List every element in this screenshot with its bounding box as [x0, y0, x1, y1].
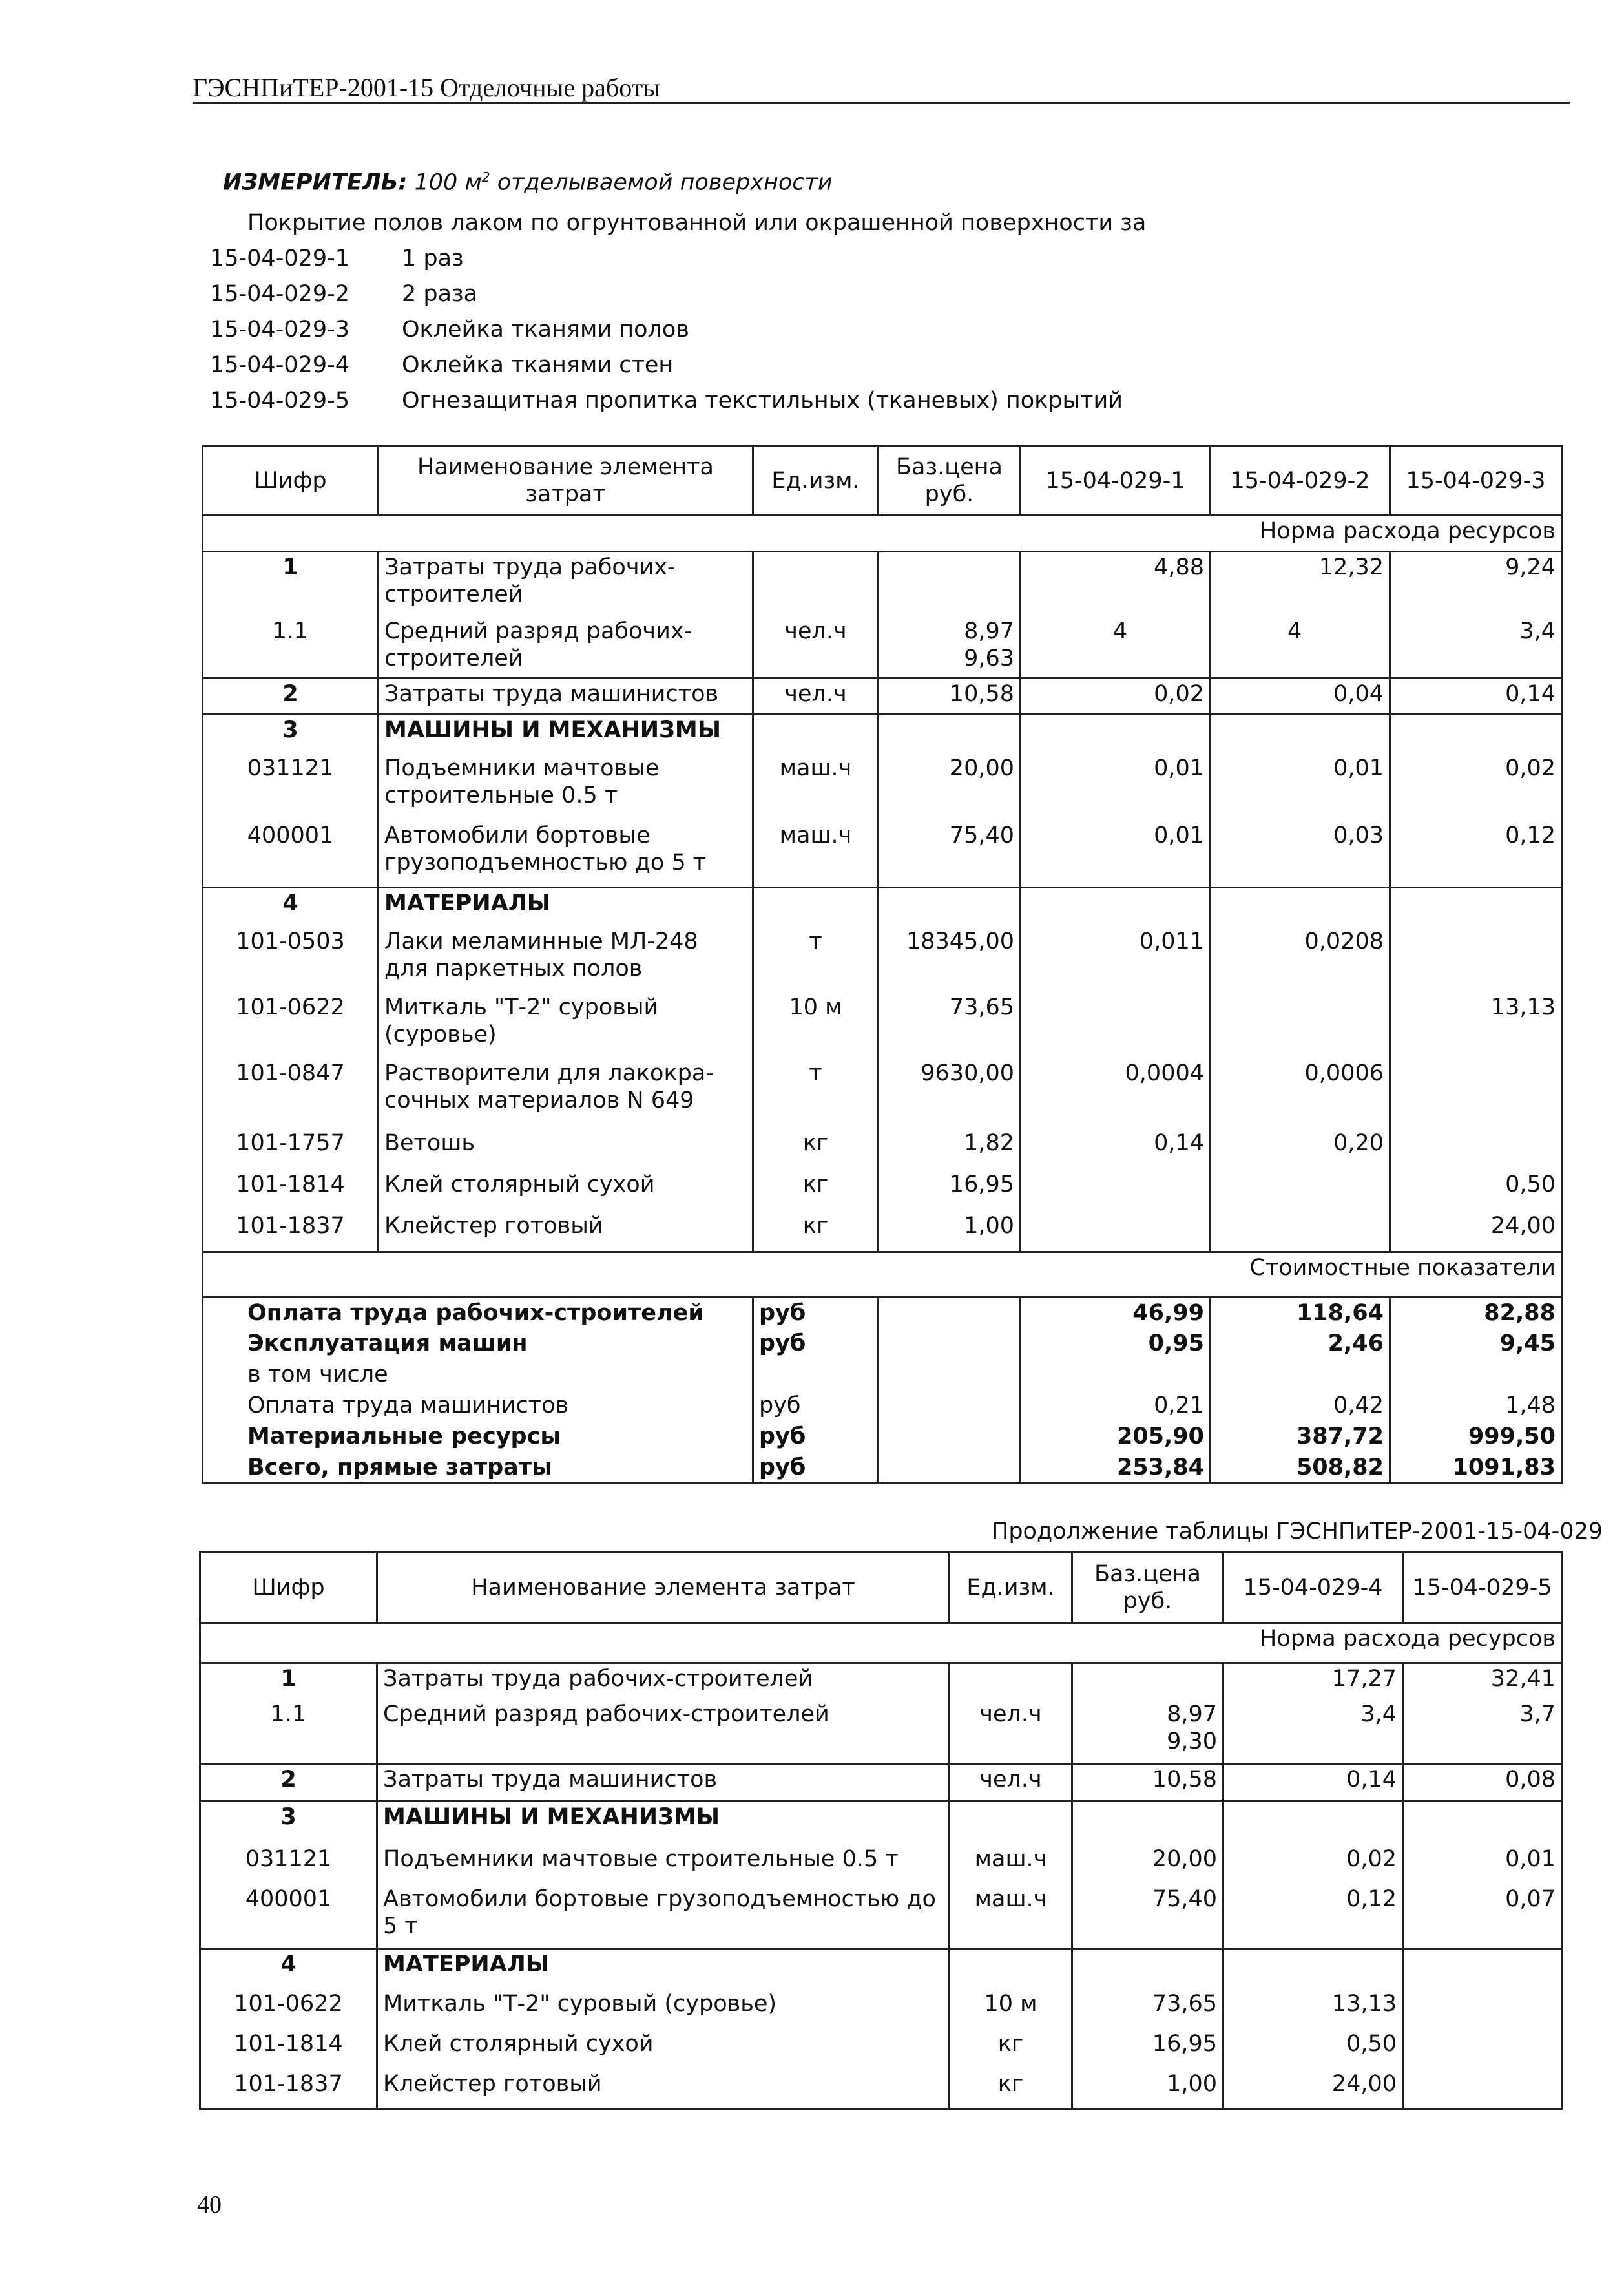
code: 15-04-029-1: [210, 246, 350, 271]
section-code: 3: [200, 1802, 377, 1844]
row-name: Клей столярный сухой: [379, 1170, 753, 1211]
row-code: 1: [203, 552, 379, 616]
col-header-code: Шифр: [203, 446, 379, 516]
row-name: Клейстер готовый: [379, 1211, 753, 1252]
page-number: 40: [197, 2191, 222, 2218]
row-name: Средний разряд рабочих-строителей: [377, 1699, 950, 1764]
row-unit: маш.ч: [950, 1844, 1072, 1884]
row-price: 73,65: [1072, 1989, 1223, 2029]
row-unit: кг: [753, 1128, 879, 1170]
row-code: 2: [200, 1764, 377, 1802]
cost-unit: руб: [753, 1453, 879, 1484]
row-v3: 3,4: [1390, 616, 1562, 678]
row-name: Затраты труда машинистов: [377, 1764, 950, 1802]
row-code: 400001: [203, 821, 379, 888]
row-v5: [1403, 1989, 1562, 2029]
row-v2: 0,0208: [1211, 927, 1390, 993]
row-name: Затраты труда рабочих-строителей: [379, 552, 753, 616]
row-unit: чел.ч: [753, 616, 879, 678]
code-desc: 1 раз: [402, 246, 464, 271]
col-header-029-2: 15-04-029-2: [1211, 446, 1390, 516]
row-v3: 0,14: [1390, 678, 1562, 715]
cost-v1: 0,95: [1021, 1329, 1211, 1360]
norm-label: Норма расхода ресурсов: [200, 1623, 1562, 1663]
meter-label: ИЗМЕРИТЕЛЬ:: [223, 169, 408, 196]
meter-rest: отделываемой поверхности: [497, 169, 833, 196]
row-v3: [1390, 927, 1562, 993]
col-header-029-5: 15-04-029-5: [1403, 1552, 1562, 1623]
row-unit: кг: [753, 1211, 879, 1252]
row-price: 75,40: [1072, 1884, 1223, 1949]
row-v1: [1021, 1211, 1211, 1252]
col-header-029-3: 15-04-029-3: [1390, 446, 1562, 516]
meter-sup: 2: [481, 169, 490, 185]
row-price: 20,00: [879, 753, 1021, 821]
row-v2: [1211, 1211, 1390, 1252]
col-header-029-4: 15-04-029-4: [1223, 1552, 1403, 1623]
row-v1: [1021, 1170, 1211, 1211]
row-name: Миткаль "Т-2" суровый (суровье): [377, 1989, 950, 2029]
row-v3: [1390, 1058, 1562, 1128]
continuation-caption: Продолжение таблицы ГЭСНПиТЕР-2001-15-04-029: [992, 1519, 1603, 1544]
row-v5: 0,08: [1403, 1764, 1562, 1802]
code: 15-04-029-2: [210, 281, 350, 307]
row-unit: маш.ч: [753, 753, 879, 821]
row-unit: т: [753, 1058, 879, 1128]
cost-unit: руб: [753, 1422, 879, 1453]
row-v4: 3,4: [1223, 1699, 1403, 1764]
row-price: 20,00: [1072, 1844, 1223, 1884]
row-code: 2: [203, 678, 379, 715]
row-v4: 17,27: [1223, 1663, 1403, 1699]
row-name: Средний разряд рабочих-строителей: [379, 616, 753, 678]
section-title: МАШИНЫ И МЕХАНИЗМЫ: [379, 715, 753, 753]
cost-v2: 118,64: [1211, 1298, 1390, 1329]
row-price: [1072, 1663, 1223, 1699]
row-unit: кг: [950, 2029, 1072, 2069]
meter-value: 100 м: [414, 169, 482, 196]
row-v3: 0,50: [1390, 1170, 1562, 1211]
code-desc: Огнезащитная пропитка текстильных (тканевых) покрытий: [402, 388, 1123, 414]
row-price: 18345,00: [879, 927, 1021, 993]
cost-v2: 0,42: [1211, 1391, 1390, 1422]
row-v4: 0,02: [1223, 1844, 1403, 1884]
cost-name: Эксплуатация машин: [203, 1329, 753, 1360]
row-code: 101-1814: [200, 2029, 377, 2069]
row-price: 1,00: [879, 1211, 1021, 1252]
row-v3: 9,24: [1390, 552, 1562, 616]
section-code: 3: [203, 715, 379, 753]
row-name: Клей столярный сухой: [377, 2029, 950, 2069]
intro-text: Покрытие полов лаком по огрунтованной или окрашенной поверхности за: [247, 210, 1147, 236]
cost-unit: руб: [753, 1298, 879, 1329]
row-name: Подъемники мачтовые строительные 0.5 т: [379, 753, 753, 821]
cost-v3: 82,88: [1390, 1298, 1562, 1329]
row-unit: чел.ч: [753, 678, 879, 715]
row-price: 8,97: [964, 618, 1014, 644]
cost-v3: 999,50: [1390, 1422, 1562, 1453]
resource-table-1: [202, 445, 1563, 1484]
row-code: 1.1: [203, 616, 379, 678]
row-code: 1: [200, 1663, 377, 1699]
row-code: 101-1757: [203, 1128, 379, 1170]
row-v4: 13,13: [1223, 1989, 1403, 2029]
row-v1: 0,0004: [1021, 1058, 1211, 1128]
cost-v2: 508,82: [1211, 1453, 1390, 1484]
row-code: 031121: [203, 753, 379, 821]
row-v1: 4,88: [1021, 552, 1211, 616]
row-price-2: 9,30: [1167, 1728, 1217, 1754]
row-price: 75,40: [879, 821, 1021, 888]
cost-v2: 2,46: [1211, 1329, 1390, 1360]
row-unit: маш.ч: [753, 821, 879, 888]
row-v2-b: 4: [1287, 618, 1302, 644]
cost-v1: 46,99: [1021, 1298, 1211, 1329]
row-name: Затраты труда машинистов: [379, 678, 753, 715]
row-v4: 24,00: [1223, 2069, 1403, 2109]
row-unit: 10 м: [950, 1989, 1072, 2029]
row-code: 031121: [200, 1844, 377, 1884]
row-code: 101-1837: [200, 2069, 377, 2109]
resource-table-2: [199, 1551, 1563, 2110]
row-v1: 0,14: [1021, 1128, 1211, 1170]
row-v1: 0,011: [1021, 927, 1211, 993]
row-name: Растворители для лакокра-сочных материалов N 649: [379, 1058, 753, 1128]
section-code: 4: [200, 1949, 377, 1989]
row-v1: 0,02: [1021, 678, 1211, 715]
cost-unit: руб: [753, 1391, 879, 1422]
cost-unit: руб: [753, 1329, 879, 1360]
row-name: Автомобили бортовые грузоподъемностью до 5 т: [377, 1884, 950, 1949]
cost-name: Всего, прямые затраты: [203, 1453, 753, 1484]
cost-v1: 253,84: [1021, 1453, 1211, 1484]
row-name: Затраты труда рабочих-строителей: [377, 1663, 950, 1699]
row-v5: 0,07: [1403, 1884, 1562, 1949]
row-v2: 0,20: [1211, 1128, 1390, 1170]
code: 15-04-029-5: [210, 388, 350, 414]
row-v4: 0,50: [1223, 2029, 1403, 2069]
row-code: 400001: [200, 1884, 377, 1949]
cost-v1: 205,90: [1021, 1422, 1211, 1453]
row-name: Подъемники мачтовые строительные 0.5 т: [377, 1844, 950, 1884]
code: 15-04-029-4: [210, 352, 350, 378]
row-v1: 0,01: [1021, 821, 1211, 888]
row-name: Лаки меламинные МЛ-248 для паркетных полов: [379, 927, 753, 993]
cost-v3: 9,45: [1390, 1329, 1562, 1360]
row-price: 10,58: [879, 678, 1021, 715]
row-unit: кг: [753, 1170, 879, 1211]
row-code: 101-0622: [203, 993, 379, 1058]
row-v5: 0,01: [1403, 1844, 1562, 1884]
row-code: 101-0622: [200, 1989, 377, 2029]
section-code: 4: [203, 888, 379, 927]
col-header-029-1: 15-04-029-1: [1021, 446, 1211, 516]
code-desc: Оклейка тканями стен: [402, 352, 674, 378]
row-unit: кг: [950, 2069, 1072, 2109]
row-v4: 0,14: [1223, 1764, 1403, 1802]
col-header-name: Наименование элемента затрат: [379, 446, 753, 516]
row-price-2: 9,63: [964, 645, 1014, 671]
row-v2: [1211, 993, 1390, 1058]
cost-name: Материальные ресурсы: [203, 1422, 753, 1453]
row-unit: [950, 1663, 1072, 1699]
row-code: 101-0847: [203, 1058, 379, 1128]
row-v3: 0,02: [1390, 753, 1562, 821]
cost-name: Оплата труда машинистов: [203, 1391, 753, 1422]
code-desc: Оклейка тканями полов: [402, 317, 689, 342]
row-price: 16,95: [1072, 2029, 1223, 2069]
row-name: Автомобили бортовые грузоподъемностью до 5 т: [379, 821, 753, 888]
col-header-price: Баз.цена руб.: [1072, 1552, 1223, 1623]
section-title: МАШИНЫ И МЕХАНИЗМЫ: [377, 1802, 950, 1844]
row-price: 1,82: [879, 1128, 1021, 1170]
code-desc: 2 раза: [402, 281, 478, 307]
row-price: 8,97: [1167, 1701, 1217, 1727]
row-v3: 0,12: [1390, 821, 1562, 888]
row-v2: 0,03: [1211, 821, 1390, 888]
col-header-price: Баз.цена руб.: [879, 446, 1021, 516]
row-code: 101-0503: [203, 927, 379, 993]
code: 15-04-029-3: [210, 317, 350, 342]
cost-name: Оплата труда рабочих-строителей: [203, 1298, 753, 1329]
row-v2: 12,32: [1211, 552, 1390, 616]
row-v2: [1211, 1170, 1390, 1211]
cost-label: Стоимостные показатели: [203, 1252, 1562, 1298]
row-name: Ветошь: [379, 1128, 753, 1170]
row-unit: чел.ч: [950, 1764, 1072, 1802]
row-v2: 0,0006: [1211, 1058, 1390, 1128]
cost-v3: 1,48: [1390, 1391, 1562, 1422]
row-unit: [753, 552, 879, 616]
row-unit: маш.ч: [950, 1884, 1072, 1949]
row-price: 73,65: [879, 993, 1021, 1058]
row-v4: 0,12: [1223, 1884, 1403, 1949]
row-v3: [1390, 1128, 1562, 1170]
row-v5: [1403, 2029, 1562, 2069]
header-rule: [193, 102, 1570, 104]
row-price: 16,95: [879, 1170, 1021, 1211]
meter-line: [223, 169, 833, 196]
norm-label: Норма расхода ресурсов: [203, 516, 1562, 552]
cost-v2: 387,72: [1211, 1422, 1390, 1453]
row-v1-b: 4: [1113, 618, 1128, 644]
section-title: МАТЕРИАЛЫ: [379, 888, 753, 927]
row-unit: 10 м: [753, 993, 879, 1058]
row-price: [879, 552, 1021, 616]
col-header-name: Наименование элемента затрат: [377, 1552, 950, 1623]
row-v5-b: 3,7: [1519, 1701, 1556, 1727]
row-name: Клейстер готовый: [377, 2069, 950, 2109]
row-code: 101-1837: [203, 1211, 379, 1252]
row-code: 101-1814: [203, 1170, 379, 1211]
row-v5: [1403, 2069, 1562, 2109]
row-code: 1.1: [200, 1699, 377, 1764]
col-header-unit: Ед.изм.: [753, 446, 879, 516]
row-v3: 13,13: [1390, 993, 1562, 1058]
cost-v3: 1091,83: [1390, 1453, 1562, 1484]
row-v1: [1021, 993, 1211, 1058]
row-unit: т: [753, 927, 879, 993]
col-header-code: Шифр: [200, 1552, 377, 1623]
row-v2: 0,01: [1211, 753, 1390, 821]
row-price: 9630,00: [879, 1058, 1021, 1128]
cost-v1: 0,21: [1021, 1391, 1211, 1422]
row-v3: 24,00: [1390, 1211, 1562, 1252]
row-price: 10,58: [1072, 1764, 1223, 1802]
section-title: МАТЕРИАЛЫ: [377, 1949, 950, 1989]
row-name: Миткаль "Т-2" суровый (суровье): [379, 993, 753, 1058]
running-header: ГЭСНПиТЕР-2001-15 Отделочные работы: [193, 73, 661, 102]
col-header-unit: Ед.изм.: [950, 1552, 1072, 1623]
cost-name: в том числе: [203, 1360, 753, 1391]
row-unit: чел.ч: [950, 1699, 1072, 1764]
row-price: 1,00: [1072, 2069, 1223, 2109]
row-v1: 0,01: [1021, 753, 1211, 821]
row-v2: 0,04: [1211, 678, 1390, 715]
row-v5: 32,41: [1403, 1663, 1562, 1699]
